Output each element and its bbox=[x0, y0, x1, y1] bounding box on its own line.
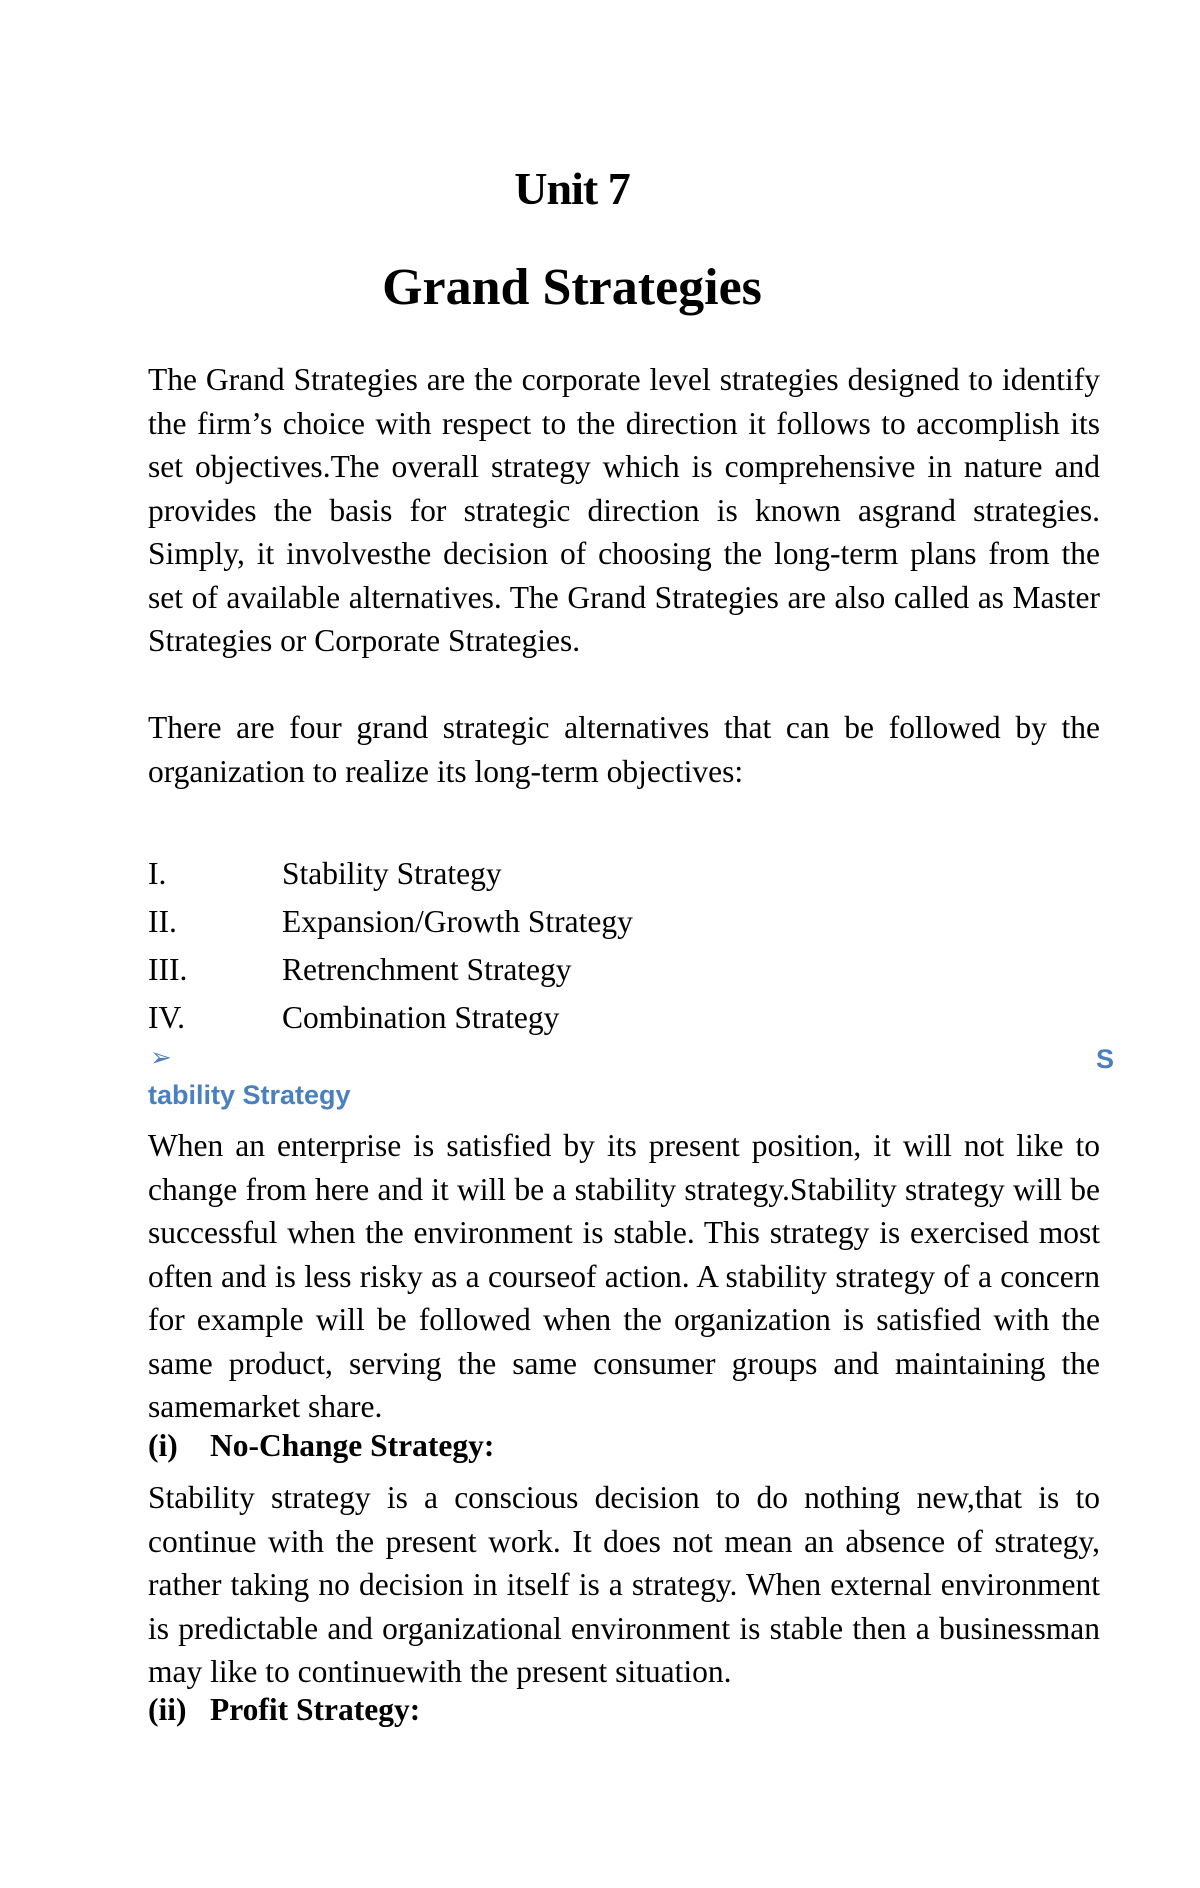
list-item-number: I. bbox=[148, 856, 167, 891]
list-item-number: II. bbox=[148, 904, 177, 939]
list-item-label: Combination Strategy bbox=[282, 1000, 560, 1035]
list-item-label: Expansion/Growth Strategy bbox=[282, 904, 633, 939]
section-heading bbox=[148, 1040, 1114, 1080]
intro-paragraph: The Grand Strategies are the corporate level strategies designed to identify the firm’s choice with respect to the direction it follows to accomplish its set objectives.The overall strategy which is comprehensive in nature and provides the basis for strategic direction is known asgrand strategies. Simply, it involvesthe decision of choosing the long-term plans from the set of available alternatives. The Grand Strategies are also called as Master Strategies or Corporate Strategies. bbox=[148, 362, 1100, 658]
subsection-label: No-Change Strategy: bbox=[210, 1428, 495, 1463]
list-item-label: Stability Strategy bbox=[282, 856, 502, 891]
list-item-label: Retrenchment Strategy bbox=[282, 952, 572, 987]
subsection-heading-profit bbox=[148, 1692, 420, 1728]
section-heading-first-letter: S bbox=[1095, 1044, 1114, 1074]
subsection-number: (ii) bbox=[148, 1692, 187, 1727]
strategy-list bbox=[148, 850, 1100, 1042]
stability-paragraph: When an enterprise is satisfied by its present position, it will not like to change from here and it will be a stability strategy.Stability strategy will be successful when the environment is stable. This strategy is exercised most often and is less risky as a courseof action. A stability strategy of a concern for example will be followed when the organization is satisfied with the same product, serving the same consumer groups and maintaining the samemarket share. bbox=[148, 1128, 1100, 1424]
no-change-paragraph: Stability strategy is a conscious decision to do nothing new,that is to continue with the present work. It does not mean an absence of strategy, rather taking no decision in itself is a strategy. When external environment is predictable and organizational environment is stable then a businessman may like to continuewith the present situation. bbox=[148, 1480, 1100, 1689]
subsection-label: Profit Strategy: bbox=[210, 1692, 421, 1727]
subsection-number: (i) bbox=[148, 1428, 178, 1463]
page-title: Grand Strategies bbox=[382, 259, 762, 316]
list-item bbox=[148, 946, 1100, 994]
unit-title: Unit 7 bbox=[514, 163, 630, 214]
list-item-number: IV. bbox=[148, 1000, 186, 1035]
arrow-bullet-icon: ➢ bbox=[150, 1042, 172, 1072]
list-item bbox=[148, 994, 1100, 1042]
list-item bbox=[148, 898, 1100, 946]
list-item bbox=[148, 850, 1100, 898]
section-heading-rest: tability Strategy bbox=[148, 1080, 351, 1110]
list-item-number: III. bbox=[148, 952, 188, 987]
subsection-heading-no-change bbox=[148, 1428, 494, 1464]
intro-paragraph-2: There are four grand strategic alternatives that can be followed by the organization to realize its long-term objectives: bbox=[148, 710, 1100, 789]
